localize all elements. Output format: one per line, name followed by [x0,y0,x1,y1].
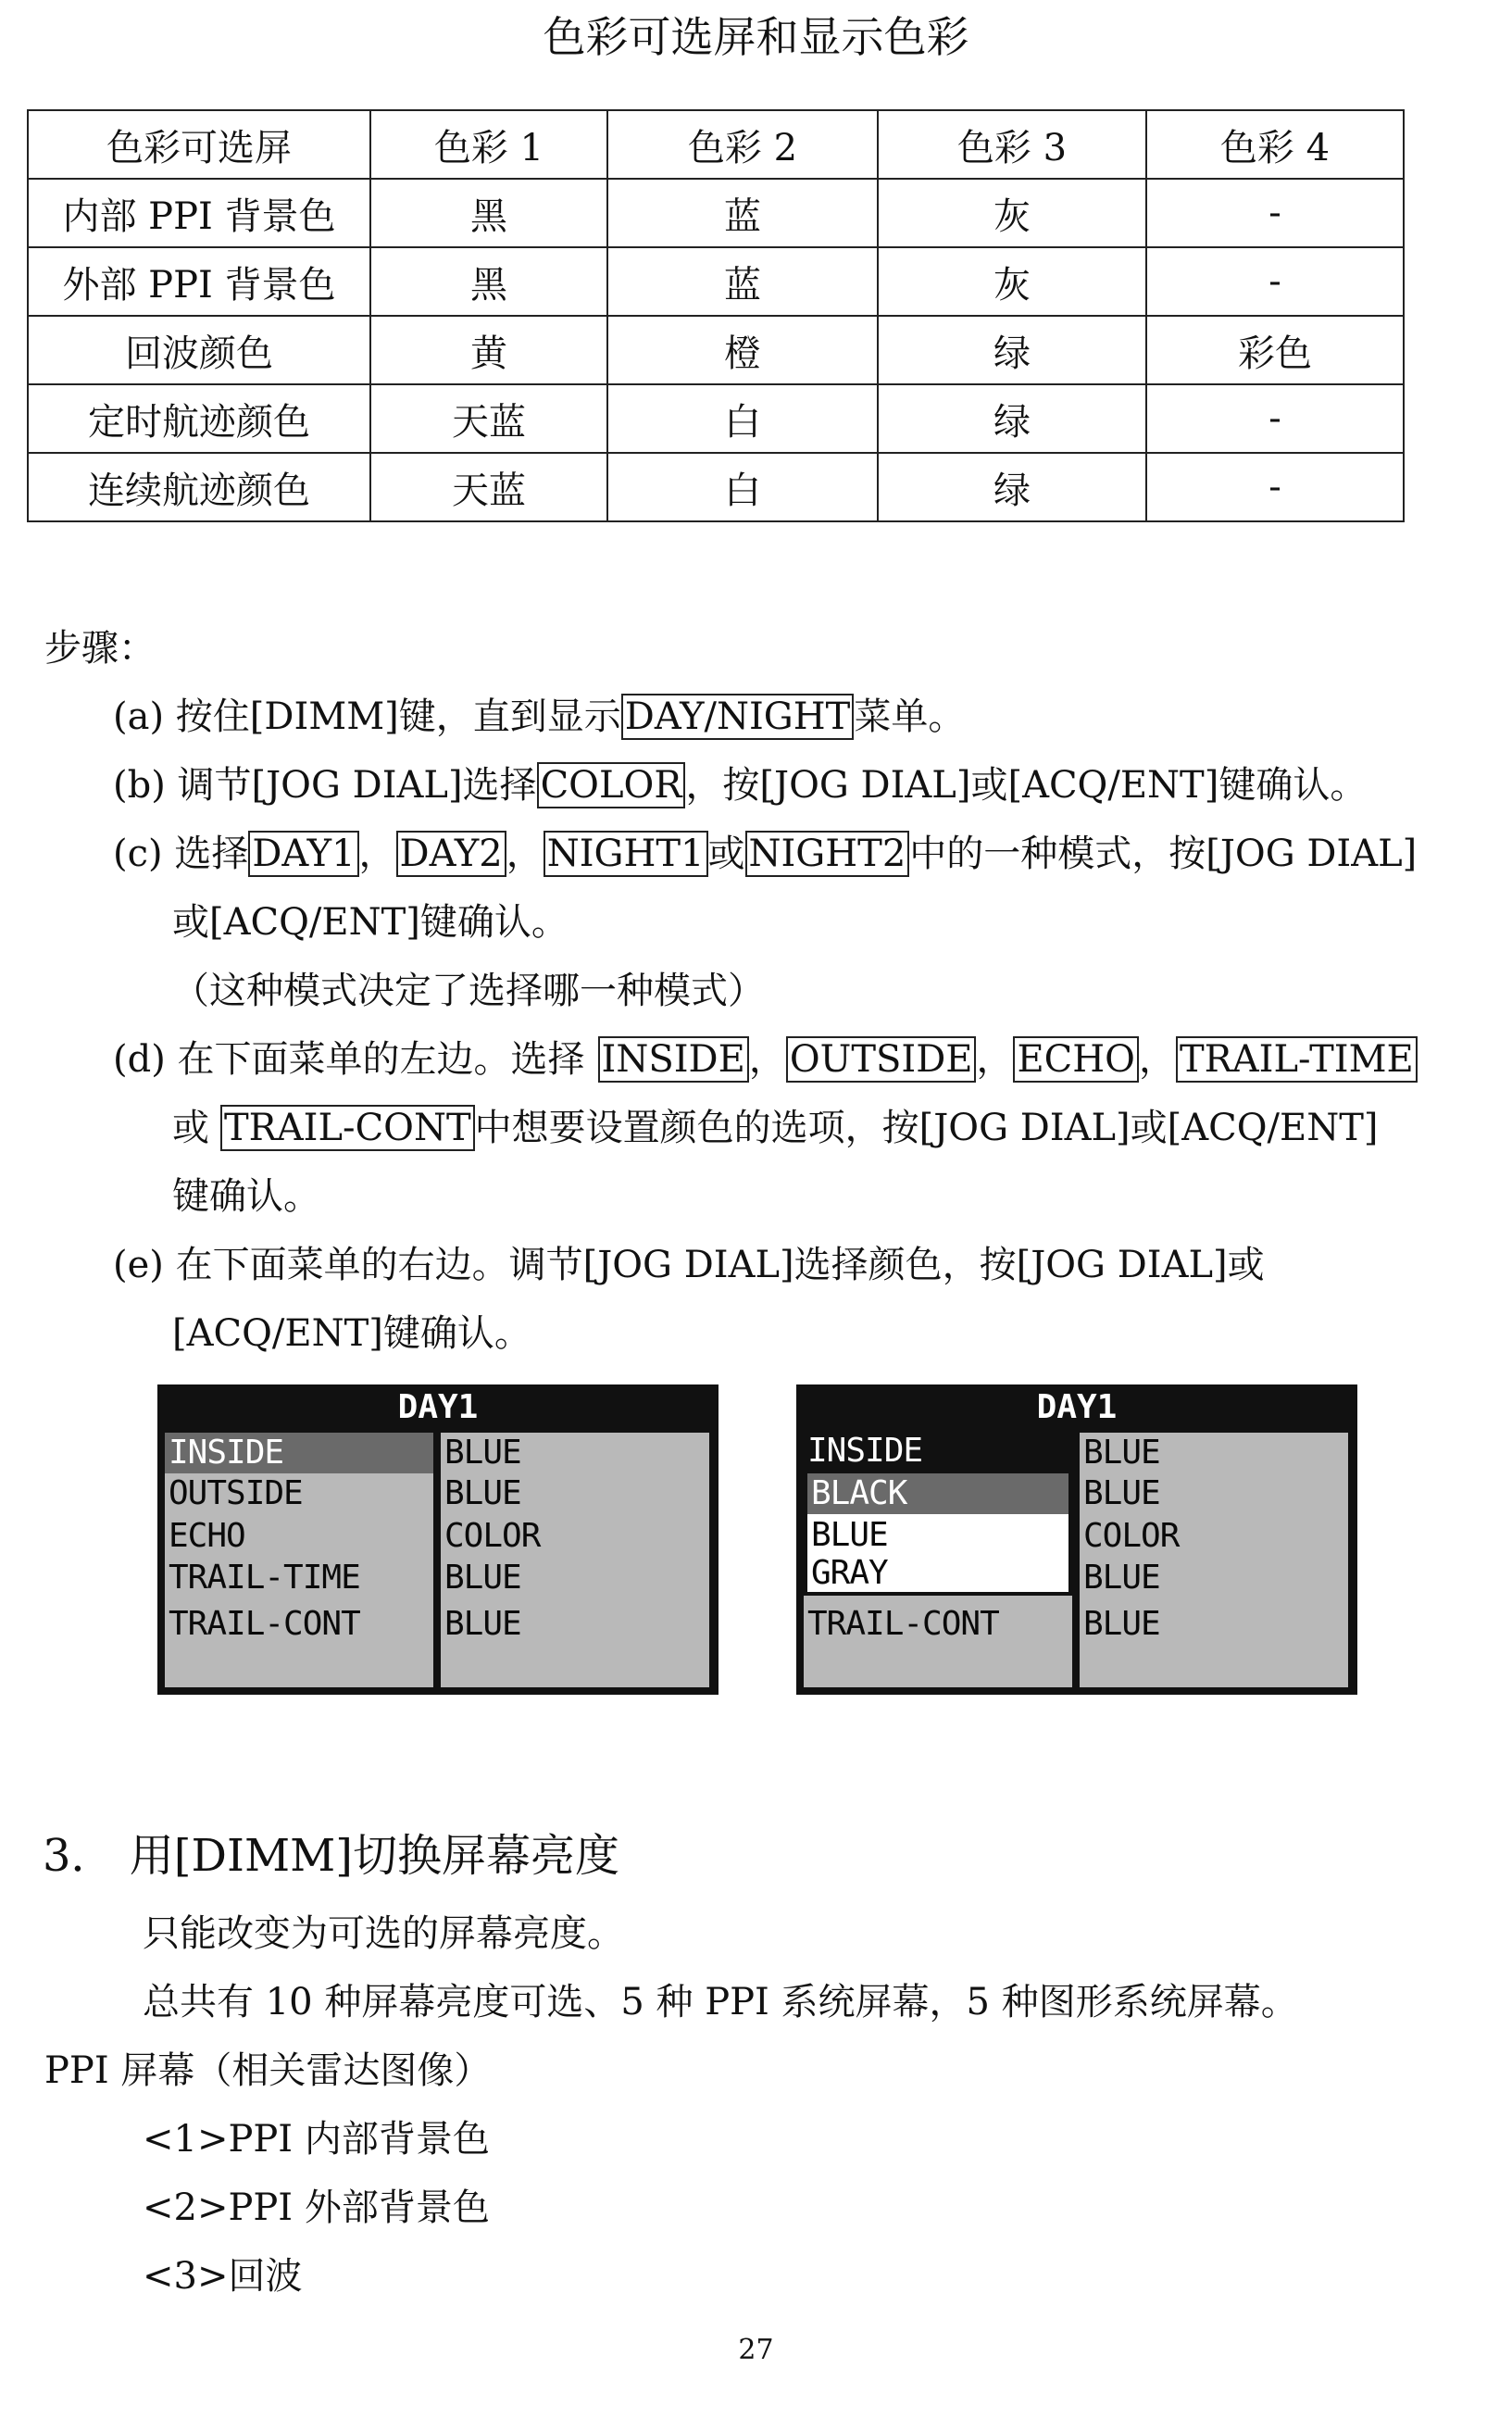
trail-time-label: TRAIL-TIME [1176,1036,1418,1083]
day-night-menu-label: DAY/NIGHT [621,694,855,740]
step-a-text: (a) 按住[DIMM]键，直到显示 [113,695,621,738]
dropdown-option-black[interactable]: BLACK [807,1473,1068,1514]
step-c-suffix: 中的一种模式，按[JOG DIAL] [909,833,1418,875]
table-cell: - [1146,384,1404,453]
table-cell: 橙 [607,316,878,384]
table-cell: 天蓝 [370,453,607,521]
table-header-cell: 色彩可选屏 [28,110,370,179]
menu-item-inside[interactable]: INSIDE [165,1433,433,1473]
day1-screen-right [796,1384,1357,1695]
table-cell: 黑 [370,247,607,316]
table-cell: 灰 [878,179,1146,247]
color-value[interactable]: BLUE [444,1474,521,1512]
step-d-text: (d) 在下面菜单的左边。选择 [113,1038,585,1081]
separator: ， [1138,1038,1176,1081]
page-number: 27 [738,2334,774,2366]
step-b-text: (b) 调节[JOG DIAL]选择 [113,764,537,807]
step-d-line2-suffix: 中想要设置颜色的选项，按[JOG DIAL]或[ACQ/ENT] [474,1107,1379,1149]
left-menu-panel [165,1433,433,1687]
page-title: 色彩可选屏和显示色彩 [543,12,969,62]
separator: 或 [707,833,745,875]
menu-item-trail-cont[interactable]: TRAIL-CONT [169,1605,360,1643]
color-value[interactable]: BLUE [1083,1559,1160,1597]
table-row [28,247,1404,316]
left-menu-panel [804,1433,1072,1687]
step-b-suffix: ，按[JOG DIAL]或[ACQ/ENT]键确认。 [685,764,1368,807]
color-value[interactable]: COLOR [1083,1517,1180,1555]
table-header-cell: 色彩 2 [607,110,878,179]
steps-label: 步骤： [44,627,156,670]
step-c [113,828,1417,880]
table-header-cell: 色彩 3 [878,110,1146,179]
step-d-line2 [172,1102,1379,1154]
day1-screen-left [157,1384,719,1695]
separator: ， [358,833,396,875]
day1-label: DAY1 [248,831,358,877]
separator: ， [506,833,544,875]
step-a-suffix: 菜单。 [854,695,966,738]
table-header-cell: 色彩 1 [370,110,607,179]
color-value[interactable]: BLUE [444,1559,521,1597]
table-cell: 蓝 [607,179,878,247]
list-item: <3>回波 [143,2255,303,2298]
color-value[interactable]: BLUE [1083,1605,1160,1643]
list-item: <1>PPI 内部背景色 [143,2118,490,2161]
color-menu-label: COLOR [537,762,686,808]
table-cell: 蓝 [607,247,878,316]
separator: ， [976,1038,1014,1081]
outside-label: OUTSIDE [786,1036,977,1083]
separator: ， [748,1038,786,1081]
table-cell: 定时航迹颜色 [28,384,370,453]
step-c-text: (c) 选择 [113,833,249,875]
echo-label: ECHO [1013,1036,1138,1083]
table-cell: 外部 PPI 背景色 [28,247,370,316]
step-d-line3: 键确认。 [172,1175,320,1218]
step-e-line2: [ACQ/ENT]键确认。 [172,1312,531,1355]
table-cell: 连续航迹颜色 [28,453,370,521]
right-menu-panel [441,1433,709,1687]
dropdown-option-gray[interactable]: GRAY [811,1554,888,1592]
list-item: <2>PPI 外部背景色 [143,2186,490,2229]
section-heading: 3． 用[DIMM]切换屏幕亮度 [43,1830,619,1882]
table-cell: - [1146,247,1404,316]
screen-title: DAY1 [1036,1388,1118,1426]
table-row [28,316,1404,384]
table-cell: - [1146,179,1404,247]
table-row [28,453,1404,521]
step-c-note: （这种模式决定了选择哪一种模式） [172,970,765,1012]
table-cell: 内部 PPI 背景色 [28,179,370,247]
table-header-row [28,110,1404,179]
step-d [113,1034,1418,1085]
table-cell: 黄 [370,316,607,384]
screen-title: DAY1 [397,1388,479,1426]
color-value[interactable]: BLUE [444,1434,521,1472]
menu-item-outside[interactable]: OUTSIDE [169,1474,303,1512]
night2-label: NIGHT2 [745,831,910,877]
step-e-line1: (e) 在下面菜单的右边。调节[JOG DIAL]选择颜色，按[JOG DIAL]或 [113,1244,1265,1286]
ppi-label: PPI 屏幕（相关雷达图像） [44,2049,492,2092]
table-cell: 天蓝 [370,384,607,453]
table-cell: 绿 [878,316,1146,384]
color-value[interactable]: BLUE [1083,1474,1160,1512]
step-d-or: 或 [172,1107,209,1149]
menu-item-trail-cont[interactable]: TRAIL-CONT [807,1605,999,1643]
table-cell: - [1146,453,1404,521]
menu-item-trail-time[interactable]: TRAIL-TIME [169,1559,360,1597]
table-cell: 回波颜色 [28,316,370,384]
color-value[interactable]: BLUE [1083,1434,1160,1472]
night1-label: NIGHT1 [544,831,708,877]
table-row [28,384,1404,453]
table-cell: 灰 [878,247,1146,316]
day2-label: DAY2 [396,831,506,877]
table-cell: 绿 [878,384,1146,453]
color-table [27,109,1405,522]
section-paragraph: 只能改变为可选的屏幕亮度。 [143,1912,624,1955]
step-a [113,691,965,743]
dropdown-option-blue[interactable]: BLUE [811,1516,888,1554]
color-value[interactable]: BLUE [444,1605,521,1643]
menu-item-inside[interactable]: INSIDE [807,1432,923,1470]
color-dropdown[interactable] [804,1470,1072,1596]
table-cell: 彩色 [1146,316,1404,384]
step-c-line2: 或[ACQ/ENT]键确认。 [172,901,569,944]
table-cell: 白 [607,384,878,453]
table-row [28,179,1404,247]
table-cell: 黑 [370,179,607,247]
table-cell: 绿 [878,453,1146,521]
table-header-cell: 色彩 4 [1146,110,1404,179]
color-value[interactable]: COLOR [444,1517,541,1555]
step-b [113,759,1367,811]
right-menu-panel [1080,1433,1348,1687]
menu-item-echo[interactable]: ECHO [169,1517,245,1555]
table-cell: 白 [607,453,878,521]
trail-cont-label: TRAIL-CONT [220,1105,475,1151]
inside-label: INSIDE [598,1036,749,1083]
section-paragraph: 总共有 10 种屏幕亮度可选、5 种 PPI 系统屏幕，5 种图形系统屏幕。 [143,1981,1298,2023]
